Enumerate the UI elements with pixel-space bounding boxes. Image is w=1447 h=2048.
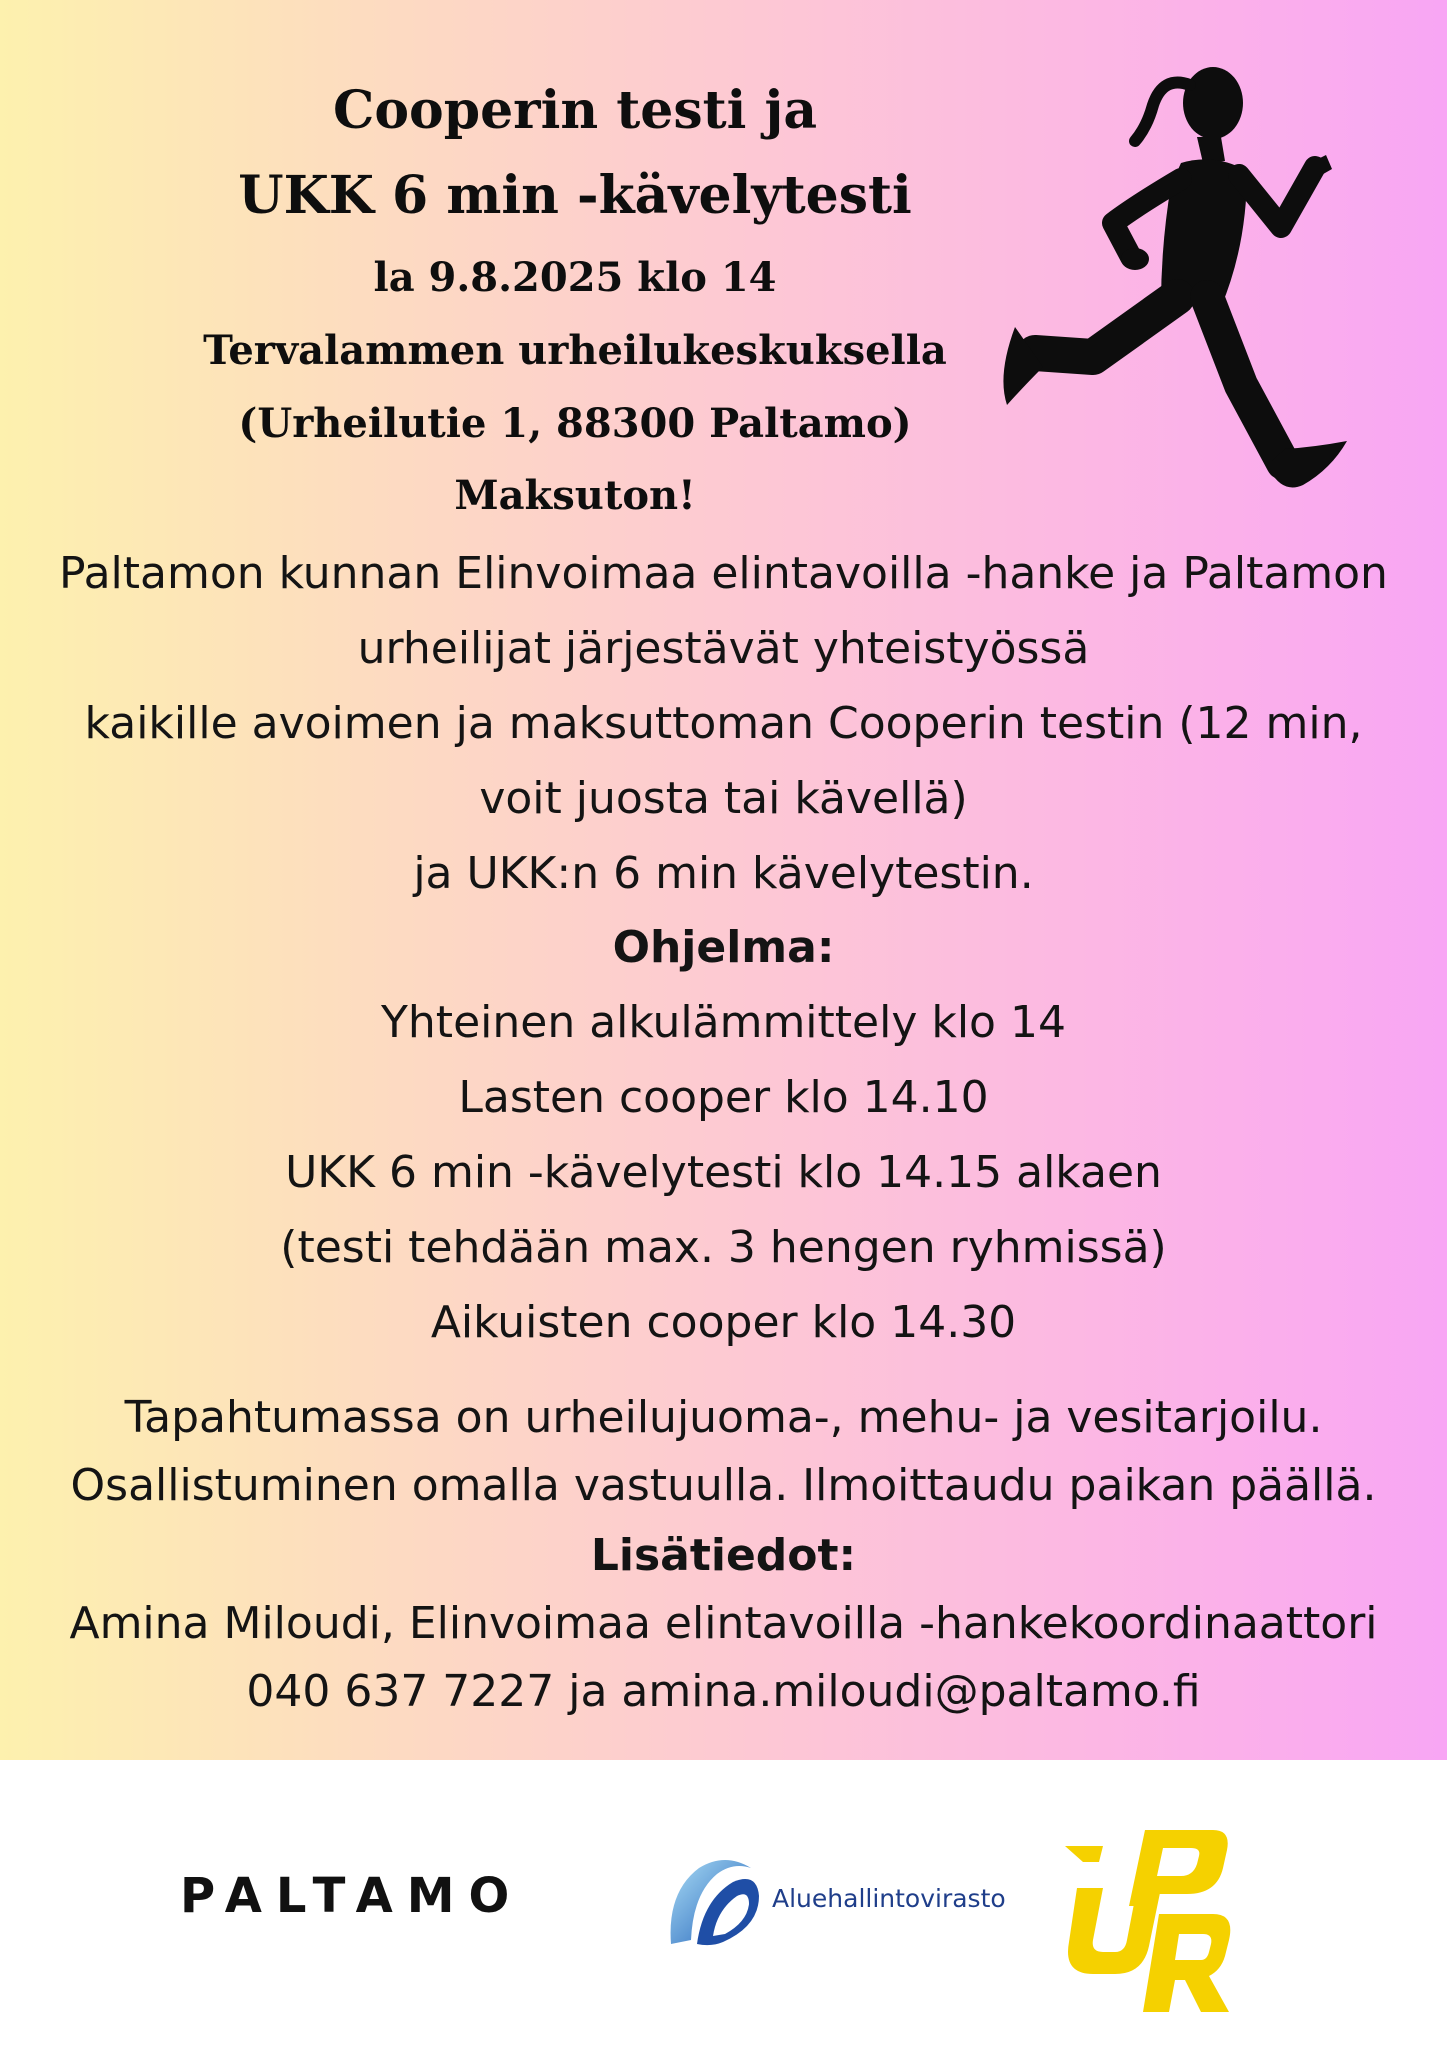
paltamon-urheilijat-logo-icon	[1063, 1828, 1233, 2013]
event-venue: Tervalammen urheilukeskuksella	[203, 327, 947, 374]
intro-line-3: kaikille avoimen ja maksuttoman Cooperin testin (12 min,	[84, 698, 1363, 749]
program-item: Aikuisten cooper klo 14.30	[430, 1297, 1017, 1348]
event-price: Maksuton!	[454, 472, 696, 519]
notes-line-1: Tapahtumassa on urheilujuoma-, mehu- ja vesitarjoilu.	[124, 1392, 1323, 1443]
title-line-1: Cooperin testi ja	[332, 80, 818, 141]
paltamo-logo: PALTAMO	[180, 1868, 524, 1924]
footer-logos	[0, 1760, 1447, 2048]
contact-heading: Lisätiedot:	[590, 1530, 857, 1581]
program-heading: Ohjelma:	[612, 922, 835, 973]
notes-line-2: Osallistuminen omalla vastuulla. Ilmoittaudu paikan päällä.	[70, 1460, 1377, 1511]
program-item: UKK 6 min -kävelytesti klo 14.15 alkaen	[285, 1147, 1162, 1198]
title-line-2: UKK 6 min -kävelytesti	[238, 165, 912, 226]
intro-line-2: urheilijat järjestävät yhteistyössä	[357, 623, 1090, 674]
contact-details: 040 637 7227 ja amina.miloudi@paltamo.fi	[246, 1666, 1201, 1717]
program-item: (testi tehdään max. 3 hengen ryhmissä)	[280, 1222, 1167, 1273]
intro-line-4: voit juosta tai kävellä)	[479, 773, 968, 824]
program-item: Yhteinen alkulämmittely klo 14	[381, 997, 1066, 1048]
intro-line-5: ja UKK:n 6 min kävelytestin.	[413, 848, 1034, 899]
event-date: la 9.8.2025 klo 14	[373, 254, 777, 301]
avi-logo-text: Aluehallintovirasto	[772, 1884, 1006, 1913]
intro-line-1: Paltamon kunnan Elinvoimaa elintavoilla -hanke ja Paltamon	[59, 548, 1388, 599]
running-woman-silhouette-icon	[985, 45, 1355, 505]
contact-person: Amina Miloudi, Elinvoimaa elintavoilla -hankekoordinaattori	[69, 1598, 1378, 1649]
program-item: Lasten cooper klo 14.10	[458, 1072, 989, 1123]
avi-logo-icon	[663, 1852, 763, 1952]
event-address: (Urheilutie 1, 88300 Paltamo)	[238, 400, 912, 447]
